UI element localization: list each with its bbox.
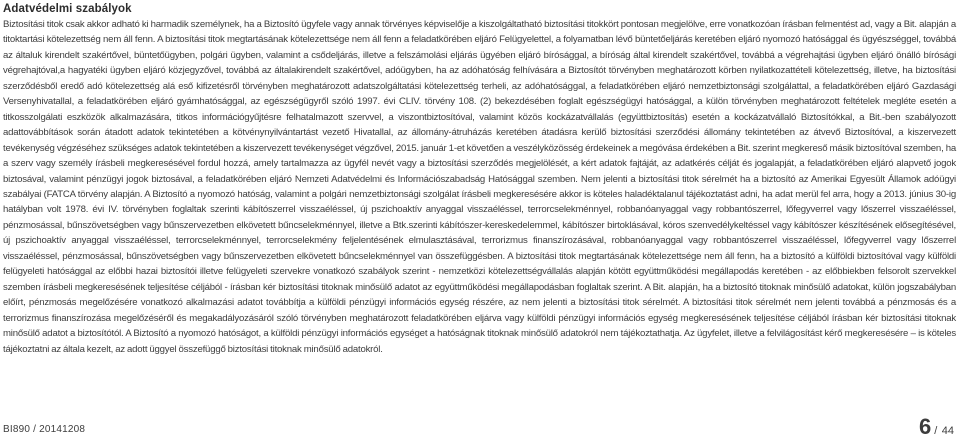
current-page-number: 6	[918, 414, 932, 439]
total-page-count: 44	[941, 425, 954, 437]
document-page	[3, 0, 956, 440]
section-title: Adatvédelmi szabályok	[3, 3, 132, 15]
body-text	[3, 17, 956, 357]
document-code: BI890 / 20141208	[3, 424, 86, 435]
page-number	[919, 414, 954, 440]
page-separator: /	[934, 425, 938, 437]
body-paragraph: Biztosítási titok csak akkor adható ki harmadik személynek, ha a Biztosító ügyfele vagy annak törvényes képviselője a kiszolgáltatható biztosítási titokkört pontosan megjelölve, erre vonatkozóan írásban felmentést ad, vagy a Bit. alapján a titoktartási kötelezettség nem áll fenn. A biztosítási titok megtartásának kötelezettsége nem áll fenn a feladatkörében eljáró Felügyelettel, a folyamatban lévő büntetőeljárás keretében eljáró nyomozó hatósággal és ügyészséggel, továbbá az általuk kirendelt szakértővel, büntetőügyben, polgári ügyben, valamint a csődeljárás, illetve a felszámolási eljárás ügyében eljáró bírósággal, a bíróság által kirendelt szakértővel, továbbá a végrehajtási ügyben eljáró önálló bírósági végrehajtóval,a hagyatéki ügyben eljáró közjegyzővel, továbbá az általakirendelt szakértővel, adóügyben, ha az adóhatóság felhívására a Biztosítót törvényben meghatározott körben nyilatkozattételi kötelezettség, illetve, ha biztosítási szerződésből eredő adó kötelezettség alá eső kifizetésről törvényben meghatározott adatszolgáltatási kötelezettség terheli, az adóhatósággal, a feladatkörében eljáró nemzetbiztonsági szolgálattal, a feladatkörében eljáró Gazdasági Versenyhivatallal, a feladatkörében eljáró gyámhatósággal, az egészségügyről szóló 1997. évi CLIV. törvény 108. (2) bekezdésében foglalt egészségügyi hatósággal, a külön törvényben meghatározott feltételek megléte esetén a titkosszolgálati eszközök alkalmazására, titkos információgyűjtésre felhatalmazott szervvel, a viszontbiztosítóval, valamint közös kockázatvállalás (együttbiztosítás) esetén a kockázatvállaló Biztosítókkal, a Bit.-ben szabályozott adattovábbítások során átadott adatok tekintetében a kötvénynyilvántartást vezető Hivatallal, az állomány-átruházás keretében átadásra kerülő biztosítási szerződési állomány tekintetében az átvevő Biztosítóval, a kiszervezett tevékenység végzéséhez szükséges adatok tekintetében a kiszervezett tevékenységet végzővel, 2015. január 1-et követően a veszélyközösség érdekeinek a megóvása érdekében a Bit. szerint megkereső másik biztosítóval szemben, ha a szerv vagy személy írásbeli megkeresésével fordul hozzá, amely tartalmazza az ügyfél nevét vagy a biztosítási szerződés megjelölését, a kért adatok fajtáját, az adatkérés célját és jogalapját, a feladatkörében eljáró alapvető jogok biztosával, valamint pénzügyi jogok biztosával, a feladatkörében eljáró Nemzeti Adatvédelmi és Információszabadság Hatósággal szemben. Nem jelenti a biztosítási titok sérelmét ha a biztosító az Amerikai Egyesült Államok adóügyi szabályai (FATCA törvény alapján. A Biztosító a nyomozó hatóság, valamint a polgári nemzetbiztonsági szolgálat írásbeli megkeresésére akkor is köteles haladéktalanul tájékoztatást adni, ha adat merül fel arra, hogy a 2013. június 30-ig hatályban volt 1978. évi IV. törvényben foglaltak szerinti kábítószerrel visszaéléssel, új pszichoaktív anyaggal visszaéléssel, terrorcselekménnyel, robbanóanyaggal vagy robbantószerrel, lőfegyverrel vagy lőszerrel visszaéléssel, pénzmosással, bűnszövetségben vagy bűnszervezetben elkövetett bűncselekménnyel, illetve a Btk.szerinti kábítószer-kereskedelemmel, kábítószer birtoklásával, kóros szenvedélykeltéssel vagy kábítószer készítésének elősegítésével, új pszichoaktív anyaggal visszaéléssel, terrorcselekménnyel, terrorcselekmény feljelentésének elmulasztásával, terrorizmus finanszírozásával, robbanóanyaggal vagy robbantószerrel visszaéléssel, lőfegyverrel vagy lőszerrel visszaéléssel, pénzmosással, bűnszövetségben vagy bűnszervezetben elkövetett bűncselekménnyel van összefüggésben. A biztosítási titok megtartásának kötelezettsége nem áll fenn, ha a biztosító a külföldi biztosítóval vagy külföldi felügyeleti hatósággal az előbbi hazai biztosítói illetve felügyeleti szervekre vonatkozó szabályok szerint - nemzetközi kötelezettségvállalás alapján kötött együttműködési megállapodás keretében - az előbbiekben felsorolt szervekkel szemben írásbeli megkeresésének teljesítése céljából - írásban kér biztosítási titoknak minősülő adatot az együttműködési megállapodásban foglaltak szerint. A Bit. alapján, ha a biztosító titoknak minősülő adatokat, külön jogszabályban előírt, pénzmosás megelőzésére vonatkozó alkalmazási adatot továbbítja a külföldi pénzügyi információs egység részére, az nem jelenti a biztosítási titok sérelmét. A biztosítási titok sérelmét nem jelenti továbbá a pénzmosás és a terrorizmus finanszírozása megelőzéséről és megakadályozásáról szóló törvényben meghatározott feladatkörében eljárva vagy külföldi pénzügyi információs egység megkeresésének teljesítése céljából írásban kér biztosítási titoknak minősülő adatot a biztosítótól. A Biztosító a nyomozó hatóságot, a külföldi pénzügyi információs egységet a hatóságnak titoknak minősülő adatokról nem tájékoztathatja. Az ügyfelet, illetve a felvilágosítást kérő megkeresésére – is köteles tájékoztatni az általa kezelt, az adott üggyel összefüggő biztosítási titoknak minősülő adatokról.	[3, 19, 956, 355]
